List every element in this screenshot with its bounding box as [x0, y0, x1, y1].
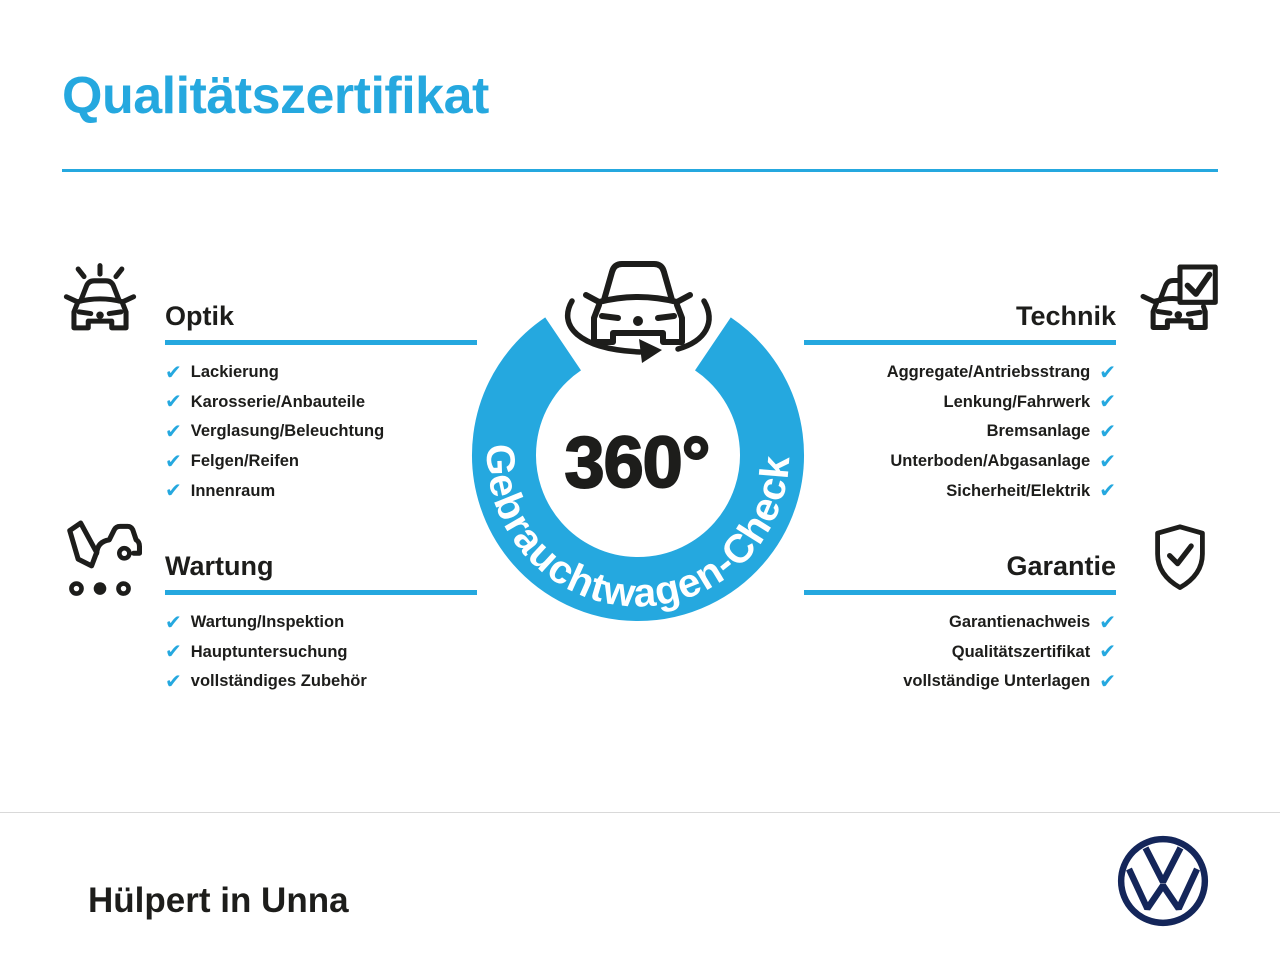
- check-icon: ✔: [1099, 361, 1116, 384]
- section-optik-title: Optik: [165, 301, 235, 331]
- list-item: [804, 358, 1116, 388]
- list-item: [804, 608, 1116, 638]
- pencil-car-checklist-icon: [58, 516, 142, 604]
- list-item: [804, 417, 1116, 447]
- list-item-label: Hauptuntersuchung: [190, 642, 348, 661]
- page-title: Qualitätszertifikat: [62, 67, 489, 125]
- section-technik-list: [804, 358, 1116, 506]
- list-item-label: Qualitätszertifikat: [951, 642, 1091, 661]
- list-item-label: Lackierung: [190, 363, 279, 382]
- list-item-label: Lenkung/Fahrwerk: [943, 392, 1091, 411]
- list-item-label: Bremsanlage: [986, 422, 1091, 441]
- dealer-name: Hülpert in Unna: [88, 881, 349, 920]
- list-item: [165, 667, 477, 697]
- list-item-label: Karosserie/Anbauteile: [190, 392, 365, 411]
- check-icon: ✔: [1099, 391, 1116, 414]
- shiny-car-icon: [58, 262, 142, 350]
- list-item: [804, 638, 1116, 668]
- list-item: [804, 476, 1116, 506]
- check-icon: ✔: [165, 611, 182, 634]
- section-wartung-title: Wartung: [165, 551, 274, 581]
- section-technik: [804, 301, 1116, 506]
- list-item-label: Garantienachweis: [949, 613, 1091, 632]
- list-item: [804, 388, 1116, 418]
- list-item: [804, 447, 1116, 477]
- vw-logo-icon: [1117, 835, 1209, 927]
- list-item: [804, 667, 1116, 697]
- list-item-label: Verglasung/Beleuchtung: [190, 422, 385, 441]
- check-icon: ✔: [165, 420, 182, 443]
- section-garantie-title: Garantie: [1006, 551, 1116, 581]
- section-technik-rule: [804, 340, 1116, 345]
- check-icon: ✔: [1099, 420, 1116, 443]
- section-garantie: [804, 551, 1116, 697]
- list-item-label: Sicherheit/Elektrik: [946, 481, 1091, 500]
- check-icon: ✔: [165, 670, 182, 693]
- check-icon: ✔: [165, 450, 182, 473]
- ring-label-text: Gebrauchtwagen-Check: [477, 443, 799, 617]
- footer-divider: [0, 812, 1280, 813]
- list-item-label: Innenraum: [190, 481, 276, 500]
- check-icon: ✔: [165, 391, 182, 414]
- check-icon: ✔: [1099, 611, 1116, 634]
- 360-check-badge: [430, 240, 850, 640]
- check-icon: ✔: [1099, 670, 1116, 693]
- check-icon: ✔: [165, 361, 182, 384]
- list-item-label: vollständiges Zubehör: [190, 672, 367, 691]
- title-divider: [62, 169, 1218, 172]
- list-item-label: Unterboden/Abgasanlage: [890, 452, 1091, 471]
- check-icon: ✔: [165, 641, 182, 664]
- section-garantie-list: [804, 608, 1116, 697]
- list-item: [165, 638, 477, 668]
- rotating-car-icon: [568, 264, 709, 363]
- shield-check-icon: [1148, 520, 1212, 604]
- check-icon: ✔: [1099, 450, 1116, 473]
- check-icon: ✔: [1099, 480, 1116, 503]
- list-item-label: Felgen/Reifen: [190, 452, 299, 471]
- degree-360-label: 360°: [564, 423, 710, 503]
- car-checkbox-icon: [1138, 260, 1222, 348]
- list-item-label: Aggregate/Antriebsstrang: [886, 363, 1091, 382]
- section-garantie-rule: [804, 590, 1116, 595]
- list-item-label: vollständige Unterlagen: [903, 672, 1091, 691]
- check-icon: ✔: [165, 480, 182, 503]
- check-icon: ✔: [1099, 641, 1116, 664]
- section-technik-title: Technik: [1015, 301, 1116, 331]
- list-item-label: Wartung/Inspektion: [190, 613, 345, 632]
